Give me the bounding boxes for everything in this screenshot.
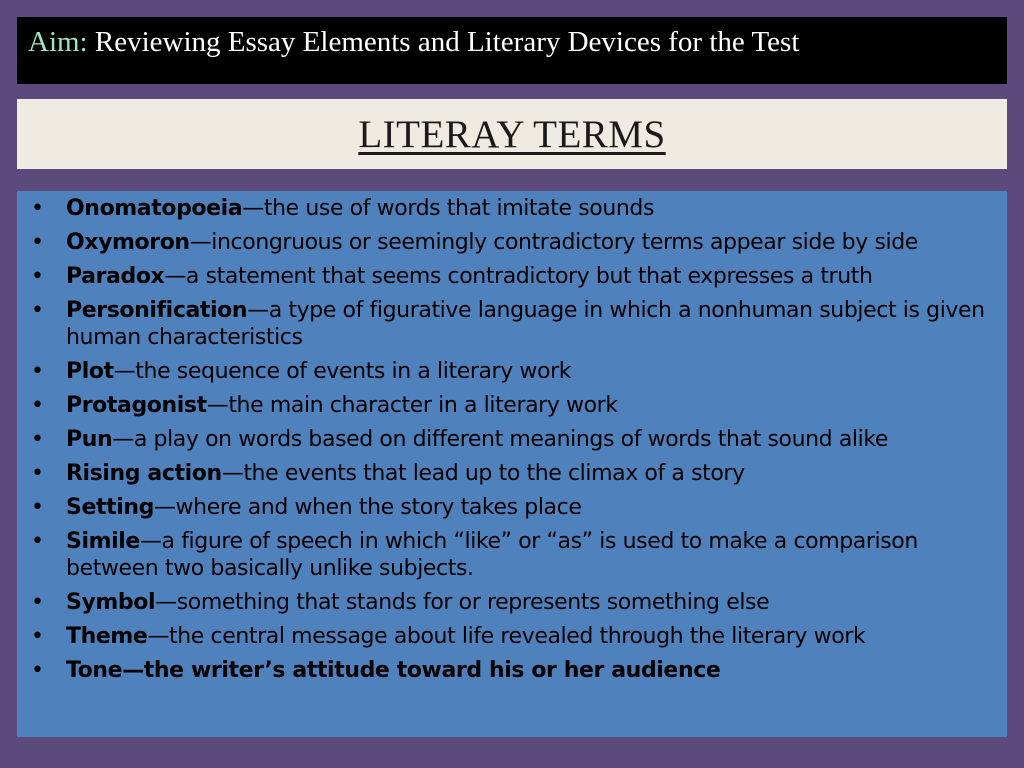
term-definition: —the events that lead up to the climax of a story [221, 461, 745, 486]
list-item [31, 460, 993, 487]
bullet-icon: • [31, 427, 44, 452]
term-definition: —something that stands for or represents something else [155, 590, 770, 615]
bullet-icon: • [31, 590, 44, 615]
term-definition: —incongruous or seemingly contradictory terms appear side by side [189, 230, 918, 255]
list-item [31, 195, 993, 222]
bullet-icon: • [31, 624, 44, 649]
term-name: Tone [66, 658, 123, 683]
term-name: Protagonist [66, 393, 207, 418]
list-item [31, 528, 993, 582]
aim-text: Reviewing Essay Elements and Literary Devices for the Test [87, 26, 800, 58]
aim-header-bar [17, 17, 1007, 84]
list-item [31, 229, 993, 256]
term-name: Setting [66, 495, 154, 520]
bullet-icon: • [31, 230, 44, 255]
term-name: Plot [66, 359, 114, 384]
aim-label: Aim: [28, 26, 88, 58]
list-item [31, 297, 993, 351]
term-definition: —the main character in a literary work [206, 393, 618, 418]
slide-title-bar [17, 99, 1007, 169]
term-name: Theme [66, 624, 148, 649]
term-definition: —a figure of speech in which “like” or “as” is used to make a comparison between two basically unlike subjects. [66, 529, 918, 581]
bullet-icon: • [31, 495, 44, 520]
term-definition: —the central message about life revealed through the literary work [147, 624, 866, 649]
term-definition: —a play on words based on different meanings of words that sound alike [112, 427, 889, 452]
bullet-icon: • [31, 461, 44, 486]
bullet-icon: • [31, 393, 44, 418]
list-item [31, 392, 993, 419]
term-name: Pun [66, 427, 113, 452]
list-item [31, 623, 993, 650]
list-item [31, 426, 993, 453]
slide-title: LITERAY TERMS [358, 112, 666, 156]
bullet-icon: • [31, 298, 44, 323]
bullet-icon: • [31, 359, 44, 384]
term-definition: —the sequence of events in a literary work [113, 359, 572, 384]
list-item [31, 263, 993, 290]
terms-content-panel [17, 191, 1007, 737]
list-item [31, 657, 993, 684]
term-definition: —the writer’s attitude toward his or her audience [122, 658, 721, 683]
bullet-icon: • [31, 264, 44, 289]
list-item [31, 589, 993, 616]
term-name: Simile [66, 529, 140, 554]
list-item [31, 494, 993, 521]
term-name: Symbol [66, 590, 156, 615]
list-item [31, 358, 993, 385]
term-name: Onomatopoeia [66, 196, 243, 221]
bullet-icon: • [31, 196, 44, 221]
term-definition: —a type of figurative language in which a nonhuman subject is given human characteristics [66, 298, 985, 350]
terms-list [31, 195, 993, 684]
term-name: Paradox [66, 264, 165, 289]
aim-heading [28, 27, 1007, 59]
term-definition: —where and when the story takes place [153, 495, 582, 520]
term-name: Oxymoron [66, 230, 190, 255]
term-name: Personification [66, 298, 248, 323]
term-definition: —the use of words that imitate sounds [242, 196, 655, 221]
term-name: Rising action [66, 461, 222, 486]
bullet-icon: • [31, 658, 44, 683]
bullet-icon: • [31, 529, 44, 554]
term-definition: —a statement that seems contradictory but that expresses a truth [164, 264, 873, 289]
